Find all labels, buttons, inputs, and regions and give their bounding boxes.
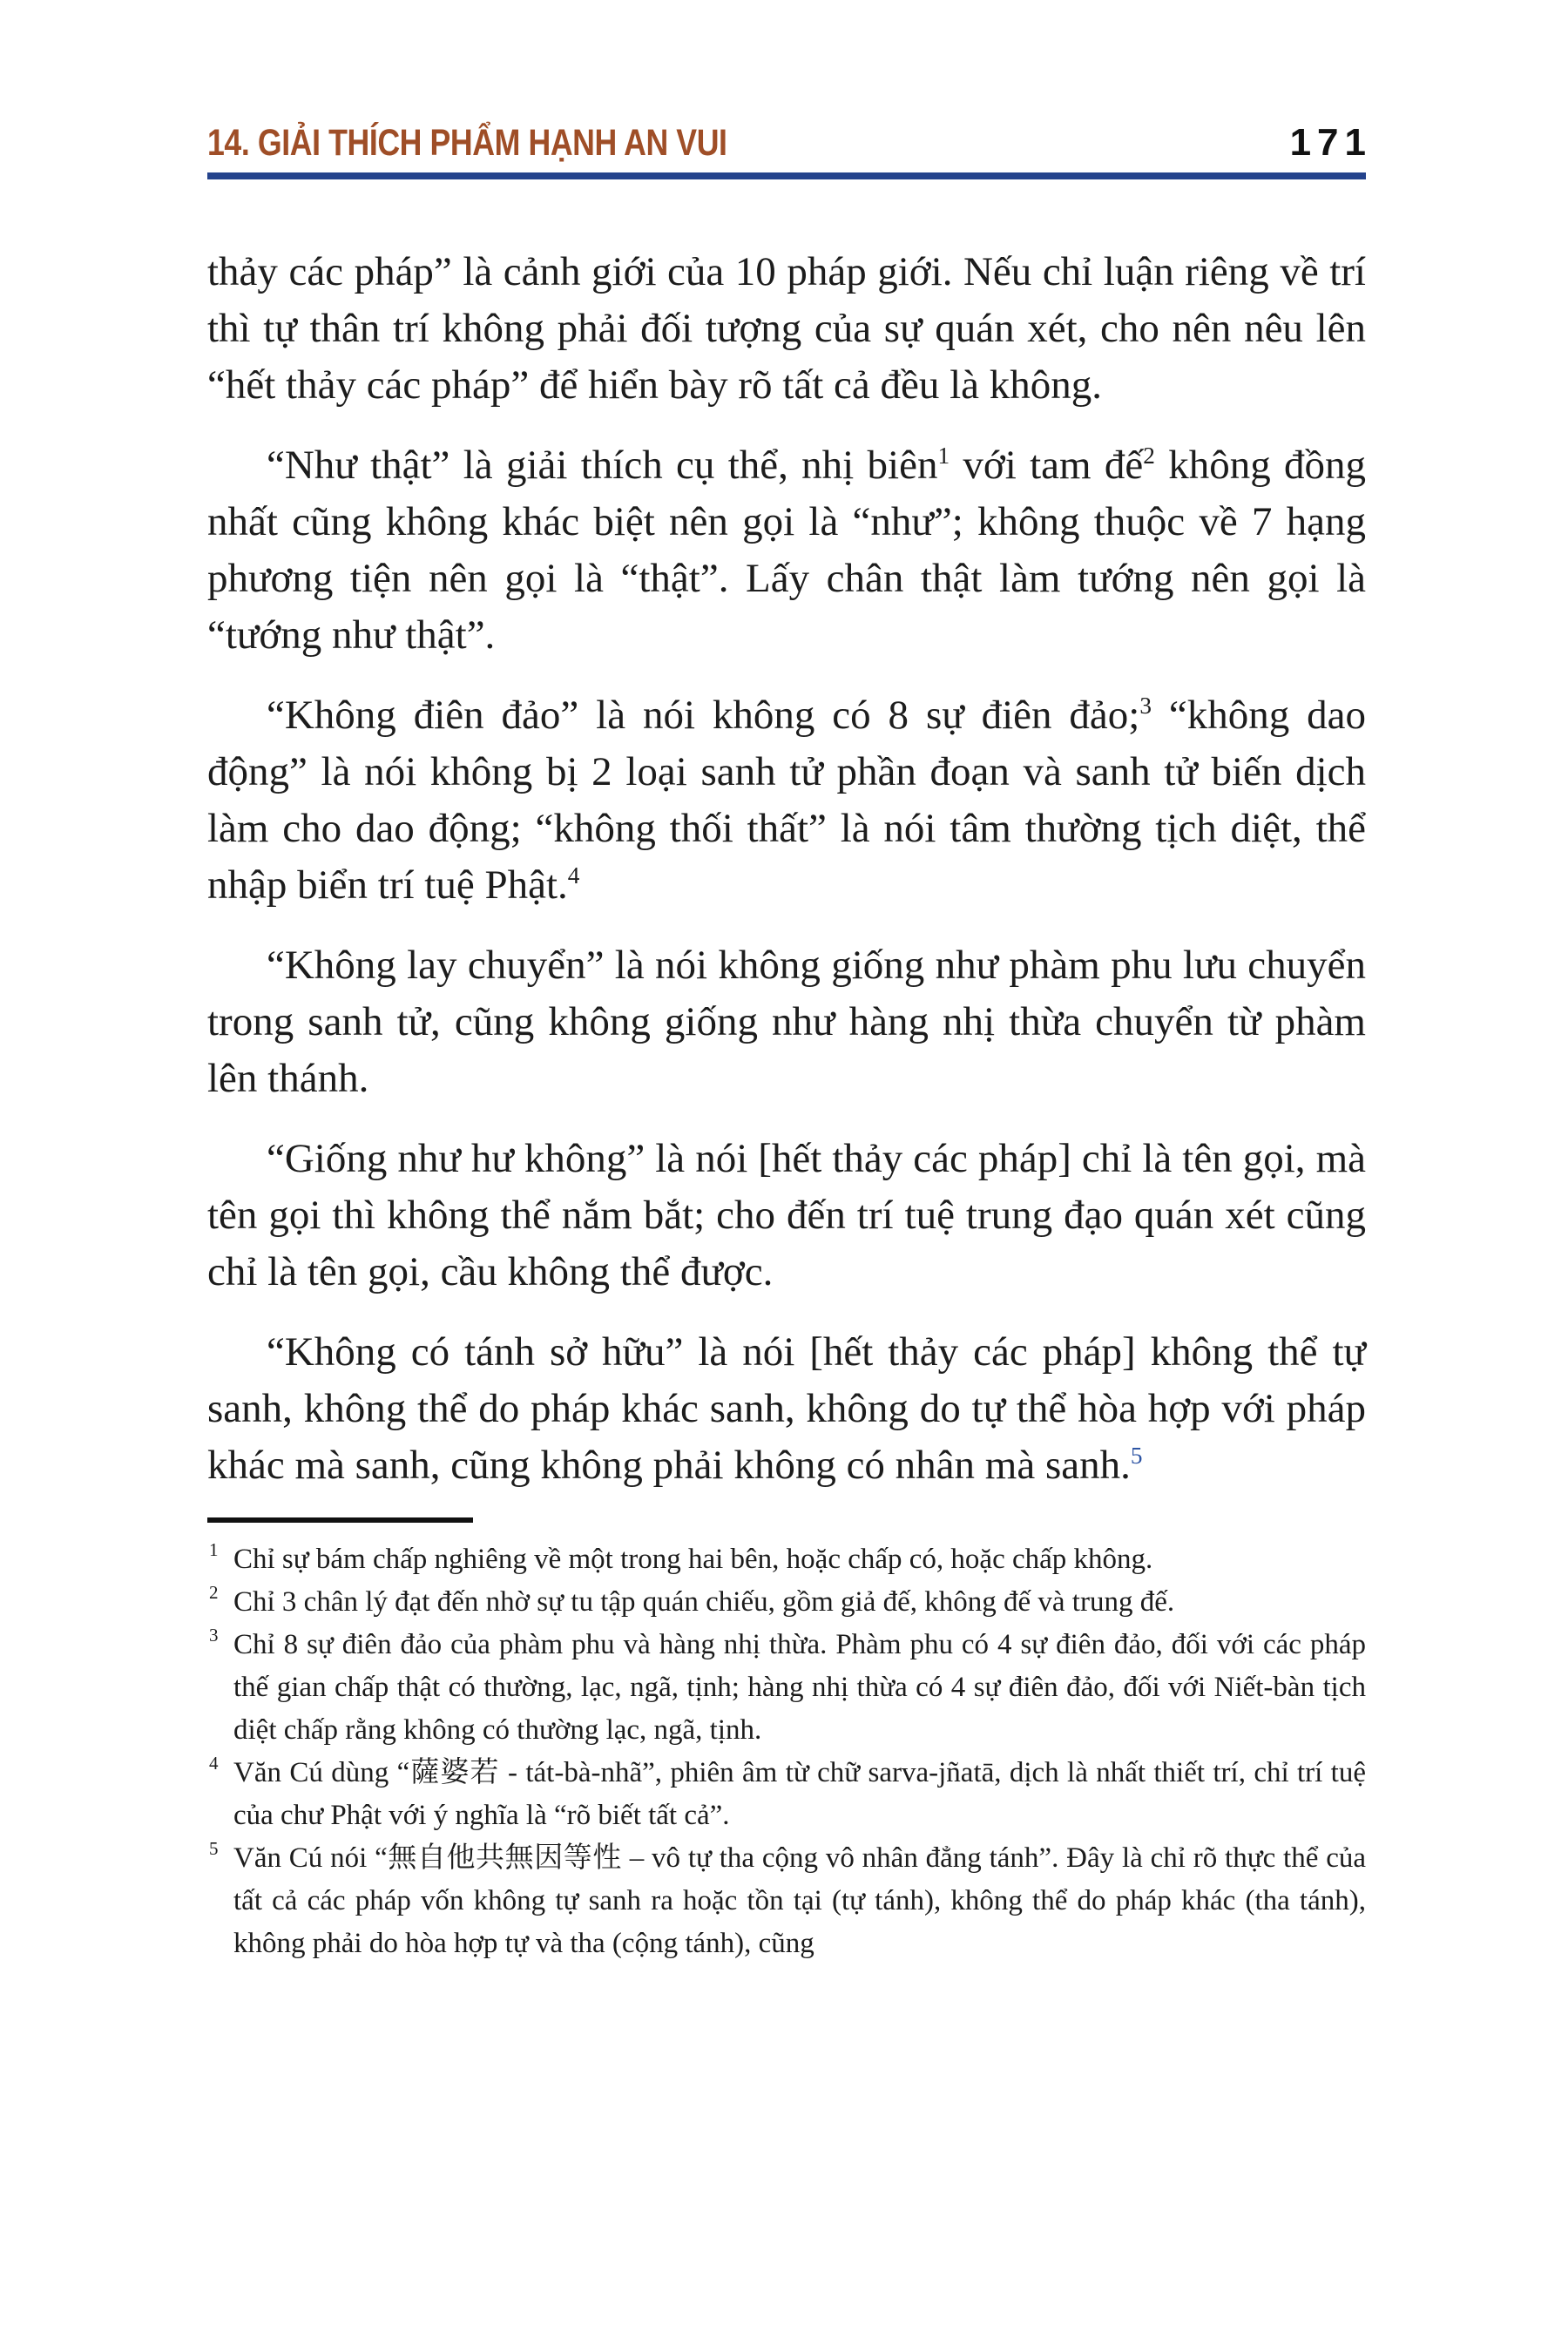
page-header	[207, 118, 1372, 164]
footnote-text: Văn Cú dùng “薩婆若 - tát-bà-nhã”, phiên âm từ chữ sarva-jñatā, dịch là nhất thiết trí, chỉ trí tuệ của chư Phật với ý nghĩa là “rõ biết tất cả”.	[233, 1757, 1366, 1831]
footnote-text: Chỉ 8 sự điên đảo của phàm phu và hàng nhị thừa. Phàm phu có 4 sự điên đảo, đối với các pháp thế gian chấp thật có thường, lạc, ngã, tịnh; hàng nhị thừa có 4 sự điên đảo, đối với Niết-bàn tịch diệt chấp rằng không có thường lạc, ngã, tịnh.	[233, 1629, 1366, 1746]
footnote	[207, 1837, 1366, 1965]
footnote	[207, 1752, 1366, 1837]
header-rule	[207, 172, 1366, 179]
body-paragraph: thảy các pháp” là cảnh giới của 10 pháp giới. Nếu chỉ luận riêng về trí thì tự thân trí không phải đối tượng của sự quán xét, cho nên nêu lên “hết thảy các pháp” để hiển bày rõ tất cả đều là không.	[207, 249, 1366, 408]
footnote-marker: 5	[209, 1838, 219, 1859]
footnote-marker: 3	[209, 1625, 219, 1646]
chapter-title: 14. GIẢI THÍCH PHẨM HẠNH AN VUI	[207, 122, 727, 164]
footnote-reference: 5	[1130, 1443, 1143, 1470]
body-text	[207, 244, 1366, 1494]
footnote-separator	[207, 1517, 473, 1523]
body-paragraph: “Không có tánh sở hữu” là nói [hết thảy các pháp] không thể tự sanh, không thể do pháp khác sanh, không do tự thể hòa hợp với pháp khác mà sanh, cũng không phải không có nhân mà sanh.$^5$	[207, 1329, 1366, 1488]
footnote-reference: 3	[1139, 693, 1152, 720]
footnote	[207, 1538, 1366, 1581]
footnote	[207, 1581, 1366, 1624]
footnotes-section	[207, 1538, 1366, 1965]
footnote-text: Chỉ sự bám chấp nghiêng về một trong hai bên, hoặc chấp có, hoặc chấp không.	[233, 1544, 1153, 1575]
body-paragraph: “Giống như hư không” là nói [hết thảy các pháp] chỉ là tên gọi, mà tên gọi thì không thể nắm bắt; cho đến trí tuệ trung đạo quán xét cũng chỉ là tên gọi, cầu không thể được.	[207, 1136, 1366, 1294]
footnote-marker: 4	[209, 1753, 219, 1774]
body-paragraph: “Không điên đảo” là nói không có 8 sự điên đảo;$^3$ “không dao động” là nói không bị 2 loại sanh tử phần đoạn và sanh tử biến dịch làm cho dao động; “không thối thất” là nói tâm thường tịch diệt, thể nhập biển trí tuệ Phật.$^4$	[207, 693, 1366, 908]
footnote-text: Văn Cú nói “無自他共無因等性 – vô tự tha cộng vô nhân đẳng tánh”. Đây là chỉ rõ thực thể của tất cả các pháp vốn không tự sanh ra hoặc tồn tại (tự tánh), không thể do pháp khác (tha tánh), không phải do hòa hợp tự và tha (cộng tánh), cũng	[233, 1842, 1366, 1959]
page-number: 171	[1289, 121, 1372, 164]
footnote-marker: 1	[209, 1539, 219, 1560]
footnote-marker: 2	[209, 1582, 219, 1603]
footnote-reference: 4	[567, 862, 580, 889]
footnote-reference: 2	[1143, 443, 1155, 470]
body-paragraph: “Không lay chuyển” là nói không giống như phàm phu lưu chuyển trong sanh tử, cũng không giống như hàng nhị thừa chuyển từ phàm lên thánh.	[207, 943, 1366, 1101]
footnote-reference: 1	[937, 443, 950, 470]
footnote-text: Chỉ 3 chân lý đạt đến nhờ sự tu tập quán chiếu, gồm giả đế, không đế và trung đế.	[233, 1586, 1175, 1618]
body-paragraph: “Như thật” là giải thích cụ thể, nhị biên$^1$ với tam đế$^2$ không đồng nhất cũng không khác biệt nên gọi là “như”; không thuộc về 7 hạng phương tiện nên gọi là “thật”. Lấy chân thật làm tướng nên gọi là “tướng như thật”.	[207, 443, 1367, 658]
footnote	[207, 1624, 1366, 1752]
